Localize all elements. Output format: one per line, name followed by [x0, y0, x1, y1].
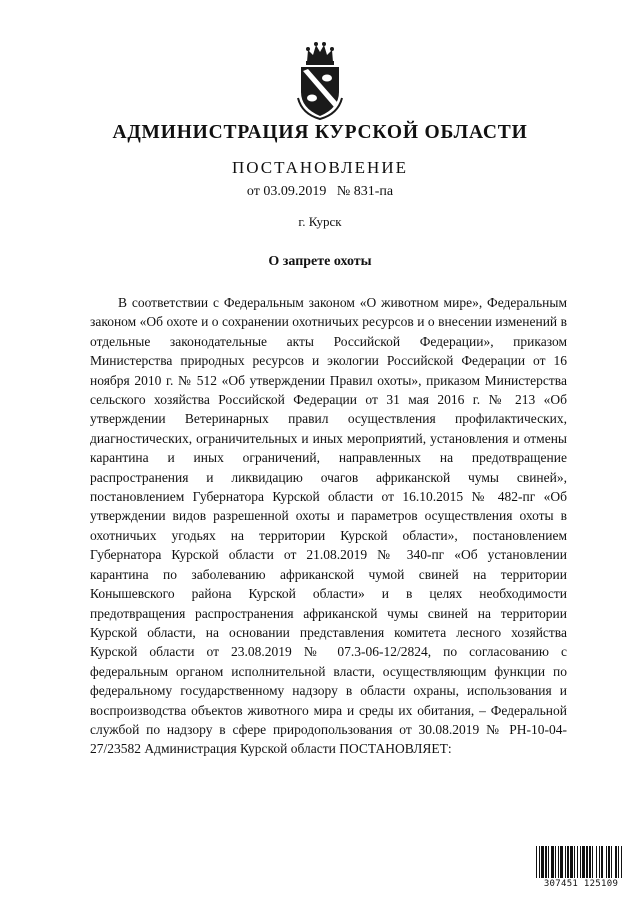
barcode	[535, 846, 627, 892]
document-title: О запрете охоты	[268, 254, 372, 269]
document-city: г. Курск	[298, 214, 342, 229]
number-sign: №	[336, 184, 351, 199]
document-body-paragraph: В соответствии с Федеральным законом «О животном мире», Федеральным законом «Об охоте и о сохранении охотничьих ресурсов и о внесении изменений в отдельные законодательные акты Российской Федерации», приказом Министерства природных ресурсов и экологии Российской Федерации от 16 ноября 2010 г. № 512 «Об утверждении Правил охоты», приказом Министерства сельского хозяйства Российской Федерации от 31 мая 2016 г. № 213 «Об утверждении Ветеринарных правил осуществления профилактических, диагностических, ограничительных и иных мероприятий, установления и отмены карантина и иных ограничений, направленных на предотвращение распространения и ликвидацию очагов африканской чумы свиней», постановлением Губернатора Курской области от 16.10.2015 № 482-пг «Об утверждении видов разрешенной охоты и параметров осуществления охоты в охотничьих угодьях на территории Курской области», постановлением Губернатора Курской области от 21.08.2019 № 340-пг «Об установлении карантина по заболеванию африканской чумой свиней на территории Конышевского района Курской области» и в целях необходимости предотвращения распространения африканской чумы свиней на территории Курской области, на основании представления комитета лесного хозяйства Курской области от 23.08.2019 № 07.3-06-12/2824, по согласованию с федеральным органом исполнительной власти, осуществляющим функции по федеральному государственному надзору в области охраны, использования и воспроизводства объектов животного мира и среды их обитания, – Федеральной службой по надзору в сфере природопользования от 30.08.2019 № РН-10-04-27/23582 Администрация Курской области ПОСТАНОВЛЯЕТ:	[90, 295, 567, 757]
barcode-number: 307451 125109	[543, 879, 619, 889]
document-type: ПОСТАНОВЛЕНИЕ	[231, 158, 408, 177]
barcode-icon	[535, 846, 627, 878]
document-date: 03.09.2019	[263, 184, 327, 199]
document-number: 831-па	[353, 184, 394, 199]
date-prefix: от	[246, 184, 260, 199]
document-date-number	[0, 184, 640, 200]
organization-name: АДМИНИСТРАЦИЯ КУРСКОЙ ОБЛАСТИ	[112, 122, 528, 143]
coat-of-arms-icon	[296, 40, 344, 120]
